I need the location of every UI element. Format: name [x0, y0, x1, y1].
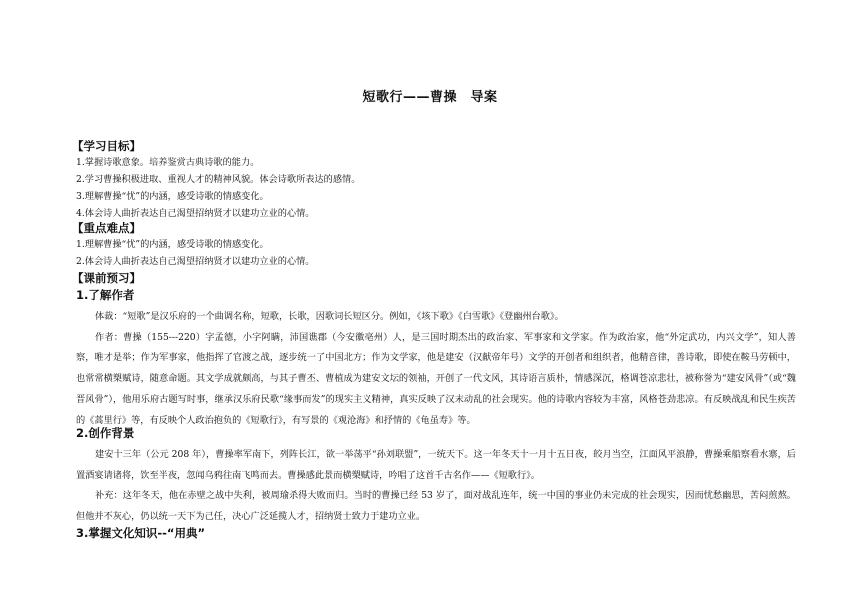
- goal-item-2: 2.学习曹操积极进取、重视人才的精神风貌。体会诗歌所表达的感情。: [76, 174, 361, 185]
- culture-section: [76, 525, 796, 542]
- key-point-1: 1.理解曹操“忧”的内涵，感受诗歌的情感变化。: [76, 239, 269, 250]
- page-title: 短歌行——曹操 导案: [362, 90, 498, 105]
- learning-goals-section: [72, 139, 796, 222]
- author-section: [76, 287, 796, 431]
- goal-item-1: 1.掌握诗歌意象。培养鉴赏古典诗歌的能力。: [76, 157, 260, 168]
- preview-section: [72, 271, 796, 286]
- author-heading: 1.了解作者: [76, 288, 135, 302]
- learning-goals-heading: 【学习目标】: [72, 139, 141, 153]
- background-heading: 2.创作背景: [76, 426, 135, 440]
- background-section: [76, 425, 796, 528]
- background-paragraph: 建安十三年（公元 208 年），曹操率军南下，列阵长江，欲一举荡平“孙刘联盟”，一统天下。这一年冬天十一月十五日夜，皎月当空，江面风平浪静，曹操乘船察看水寨，后置酒宴请诸将，饮至半夜，忽闻乌鸦往南飞鸣而去。曹操感此景而横槊赋诗，吟唱了这首千古名作——《短歌行》。: [76, 449, 796, 481]
- key-points-heading: 【重点难点】: [72, 221, 141, 235]
- key-points-section: [72, 221, 796, 270]
- author-genre-paragraph: 体裁：“短歌”是汉乐府的一个曲调名称，短歌，长歌，因歌词长短区分。例如，《垓下歌》《白雪歌》《登幽州台歌》。: [95, 311, 564, 322]
- goal-item-3: 3.理解曹操“忧”的内涵，感受诗歌的情感变化。: [76, 191, 269, 202]
- goal-item-4: 4.体会诗人曲折表达自己渴望招纳贤才以建功立业的心情。: [76, 208, 315, 219]
- key-point-2: 2.体会诗人曲折表达自己渴望招纳贤才以建功立业的心情。: [76, 256, 315, 267]
- preview-heading: 【课前预习】: [72, 271, 141, 285]
- supplement-paragraph: 补充：这年冬天，他在赤壁之战中失利，被周瑜杀得大败而归。当时的曹操已经 53 岁了，面对战乱连年，统一中国的事业仍未完成的社会现实，因而忧愁幽思，苦闷煎熬。但他并不灰心，仍以统一天下为己任，决心广泛延揽人才，招纳贤士致力于建功立业。: [76, 490, 796, 523]
- author-bio-paragraph: 作者：曹操（155---220）字孟德，小字阿瞒，沛国谯郡（今安徽亳州）人，是三国时期杰出的政治家、军事家和文学家。作为政治家，他“外定武功，内兴文学”，知人善察，唯才是举；作为军事家，他指挥了官渡之战，逐步统一了中国北方；作为文学家，他是建安（汉献帝年号）文学的开创者和组织者，他精音律，善诗歌，即使在鞍马劳顿中，也常常横槊赋诗，随意命题。其文学成就颇高，与其子曹丕、曹植成为建安文坛的领袖，开创了一代文风，其诗语言质朴，情感深沉，格调苍凉悲壮，被称誉为“建安风骨”（或“魏晋风骨”），他用乐府古题写时事，继承汉乐府民歌“缘事而发”的现实主义精神，真实反映了汉末动乱的社会现实。他的诗歌内容较为丰富，风格苍劲悲凉。有反映战乱和民生疾苦的《蒿里行》等，有反映个人政治抱负的《短歌行》，有写景的《观沧海》和抒情的《龟虽寿》等。: [76, 331, 796, 426]
- culture-heading: 3.掌握文化知识--“用典”: [76, 526, 206, 540]
